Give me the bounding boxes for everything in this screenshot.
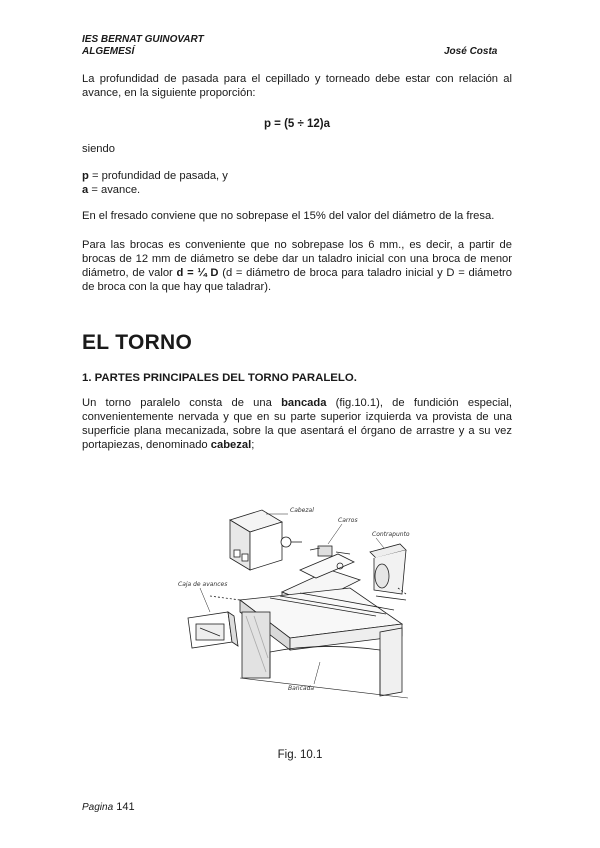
figure-caption: Fig. 10.1 (277, 749, 323, 761)
brocas-paragraph (82, 238, 512, 294)
header-school-name: IES BERNAT GUINOVART (82, 34, 204, 45)
label-contrapunto: Contrapunto (372, 531, 410, 538)
brocas-text-before: Para las brocas es conveniente que no sobrepase los 6 mm., es decir, a partir de brocas de 12 mm de diámetro se debe dar un taladro inicial con una broca de menor diámetro, de valor (82, 239, 512, 279)
headstock-drawing (230, 510, 302, 570)
label-carros: Carros (338, 517, 358, 524)
definition-a (82, 183, 512, 197)
torno-text-3: ; (251, 439, 255, 451)
section-subtitle: 1. PARTES PRINCIPALES DEL TORNO PARALELO. (82, 372, 357, 384)
fresado-paragraph: En el fresado conviene que no sobrepase el 15% del valor del diámetro de la fresa. (82, 210, 495, 222)
term-bancada: bancada (281, 397, 327, 409)
footer-label: Pagina (82, 802, 114, 813)
bed-drawing (240, 588, 408, 698)
symbol-a: a (82, 184, 89, 196)
brocas-text-after: (d = diámetro de broca para taladro inicial y D = diámetro de broca con la que hay que taladrar). (82, 267, 513, 293)
torno-text-1: Un torno paralelo consta de una (82, 397, 282, 409)
definition-a-text: = avance. (88, 184, 141, 196)
section-title: EL TORNO (82, 331, 193, 354)
header-author: José Costa (444, 46, 498, 57)
depth-formula: p = (5 ÷ 12)a (263, 118, 331, 130)
intro-paragraph: La profundidad de pasada para el cepillado y torneado debe estar con relación al avance, en la siguiente proporción: (82, 73, 512, 99)
page-number: 141 (116, 801, 135, 813)
definition-p (82, 169, 512, 183)
page-footer (82, 801, 135, 813)
definition-p-text: = profundidad de pasada, y (88, 170, 228, 182)
label-bancada: Bancada (288, 685, 315, 692)
term-cabezal: cabezal (210, 439, 252, 451)
brocas-formula: d = ¼ D (176, 267, 219, 279)
lathe-figure (170, 492, 445, 734)
symbol-p: p (82, 170, 89, 182)
torno-paragraph (82, 396, 512, 452)
feedbox-drawing (188, 596, 240, 648)
label-cabezal: Cabezal (290, 507, 314, 514)
tailstock-drawing (370, 544, 406, 600)
siendo-label: siendo (82, 143, 115, 155)
torno-text-2: (fig.10.1), de fundición especial, convenientemente nervada y que en su parte superior izquierda va provista de una superficie plana mecanizada, sobre la que asentará el órgano de arrastre y a su vez portapiezas, denominado (82, 397, 513, 451)
header-town: ALGEMESÍ (82, 46, 135, 57)
label-caja-avances: Caja de avances (178, 581, 228, 588)
